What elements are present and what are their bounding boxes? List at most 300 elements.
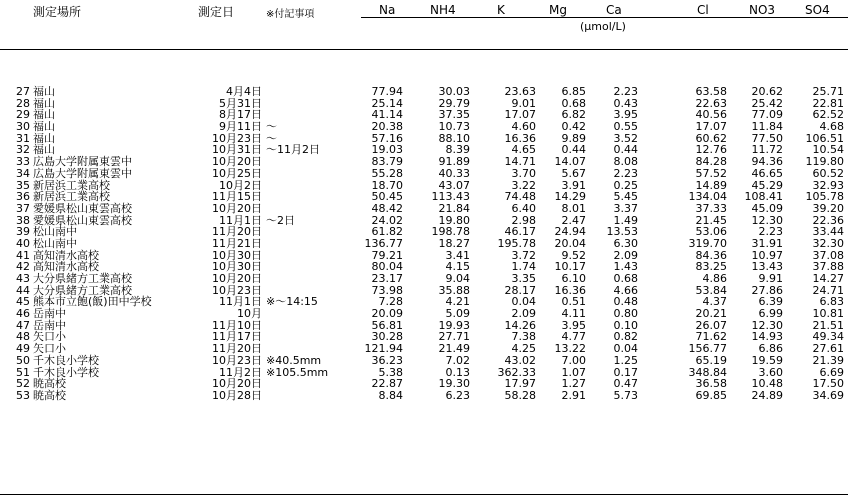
- cell-so4: 105.78: [805, 190, 844, 204]
- cell-cl: 84.36: [695, 248, 727, 262]
- cell-na: 36.23: [371, 353, 403, 367]
- cell-no3: 77.50: [751, 131, 783, 145]
- cell-mg: 1.27: [561, 377, 586, 391]
- cell-date: 9月11日: [219, 120, 262, 134]
- cell-site: 高知清水高校: [33, 260, 99, 274]
- cell-date: 10月2日: [219, 178, 262, 192]
- cell-k: 9.01: [511, 96, 536, 110]
- header-nh4: NH4: [430, 3, 456, 17]
- cell-so4: 24.71: [812, 283, 844, 297]
- cell-ca: 0.68: [613, 272, 638, 285]
- cell-no: 39: [16, 225, 30, 239]
- cell-site: 暁高校: [33, 388, 66, 402]
- cell-ca: 0.25: [613, 178, 638, 192]
- cell-so4: 10.54: [812, 143, 844, 157]
- cell-no3: 6.99: [758, 307, 783, 321]
- cell-date: 10月30日: [212, 260, 262, 274]
- cell-site: 矢口小: [33, 330, 66, 344]
- cell-na: 136.77: [364, 236, 403, 250]
- cell-na: 73.98: [371, 283, 403, 297]
- cell-no3: 94.36: [751, 155, 783, 169]
- cell-ca: 5.73: [613, 388, 638, 402]
- cell-note: ※105.5mm: [266, 365, 329, 379]
- cell-ca: 0.80: [613, 307, 638, 321]
- cell-nh4: 4.15: [445, 260, 470, 274]
- cell-nh4: 27.71: [438, 330, 470, 344]
- cell-cl: 22.63: [695, 96, 727, 110]
- cell-date: 11月17日: [212, 330, 262, 344]
- cell-no: 31: [16, 131, 30, 145]
- cell-no3: 25.42: [751, 96, 783, 110]
- cell-site: 福山: [33, 96, 55, 110]
- cell-no3: 45.29: [751, 178, 783, 192]
- cell-mg: 0.51: [561, 295, 586, 309]
- cell-na: 79.21: [371, 248, 403, 262]
- cell-site: 矢口小: [33, 342, 66, 356]
- cell-na: 55.28: [371, 166, 403, 180]
- cell-cl: 60.62: [695, 131, 727, 145]
- cell-na: 24.02: [371, 213, 403, 227]
- cell-no3: 9.91: [758, 272, 783, 285]
- cell-no: 44: [16, 283, 30, 297]
- cell-na: 8.84: [378, 388, 403, 402]
- header-note: ※付記事項: [266, 9, 315, 20]
- cell-no: 36: [16, 190, 30, 204]
- cell-no3: 45.09: [751, 201, 783, 215]
- cell-mg: 0.68: [561, 96, 586, 110]
- cell-mg: 16.36: [554, 283, 586, 297]
- cell-date: 11月15日: [212, 190, 262, 204]
- cell-k: 16.36: [504, 131, 536, 145]
- cell-na: 50.45: [371, 190, 403, 204]
- cell-mg: 10.17: [554, 260, 586, 274]
- cell-date: 11月1日: [219, 213, 262, 227]
- cell-no: 30: [16, 120, 30, 134]
- cell-k: 3.22: [511, 178, 536, 192]
- cell-cl: 57.52: [695, 166, 727, 180]
- cell-nh4: 198.78: [431, 225, 470, 239]
- cell-so4: 6.83: [819, 295, 844, 309]
- table-row: [0, 238, 848, 250]
- cell-date: 8月17日: [219, 108, 262, 122]
- cell-ca: 4.66: [613, 283, 638, 297]
- header-ca: Ca: [606, 3, 622, 17]
- cell-no3: 27.86: [751, 283, 783, 297]
- cell-date: 10月23日: [212, 283, 262, 297]
- cell-k: 3.70: [511, 166, 536, 180]
- cell-mg: 0.42: [561, 120, 586, 134]
- cell-no: 47: [16, 318, 30, 332]
- cell-so4: 22.81: [812, 96, 844, 110]
- cell-cl: 14.89: [695, 178, 727, 192]
- cell-na: 7.28: [378, 295, 403, 309]
- cell-na: 61.82: [371, 225, 403, 239]
- cell-cl: 12.76: [695, 143, 727, 157]
- cell-na: 48.42: [371, 201, 403, 215]
- cell-cl: 36.58: [695, 377, 727, 391]
- cell-date: 10月20日: [212, 272, 262, 285]
- cell-nh4: 3.41: [445, 248, 470, 262]
- cell-no3: 11.84: [751, 120, 783, 134]
- cell-ca: 5.45: [613, 190, 638, 204]
- cell-cl: 83.25: [695, 260, 727, 274]
- header-unit: (μmol/L): [580, 20, 626, 33]
- cell-no: 29: [16, 108, 30, 122]
- cell-no3: 24.89: [751, 388, 783, 402]
- cell-nh4: 19.80: [438, 213, 470, 227]
- cell-cl: 20.21: [695, 307, 727, 321]
- cell-mg: 14.29: [554, 190, 586, 204]
- cell-site: 熊本市立飽(飯)田中学校: [33, 295, 152, 309]
- cell-site: 千木良小学校: [33, 365, 99, 379]
- cell-na: 18.70: [371, 178, 403, 192]
- header-no3: NO3: [749, 3, 776, 17]
- cell-ca: 0.04: [613, 342, 638, 356]
- cell-k: 195.78: [497, 236, 536, 250]
- cell-site: 福山: [33, 108, 55, 122]
- cell-na: 80.04: [371, 260, 403, 274]
- cell-ca: 2.23: [613, 85, 638, 98]
- cell-nh4: 113.43: [431, 190, 470, 204]
- cell-k: 17.97: [504, 377, 536, 391]
- cell-site: 新居浜工業高校: [33, 190, 110, 204]
- cell-mg: 4.77: [561, 330, 586, 344]
- cell-k: 4.65: [511, 143, 536, 157]
- cell-k: 74.48: [504, 190, 536, 204]
- cell-ca: 1.25: [613, 353, 638, 367]
- cell-date: 11月1日: [219, 295, 262, 309]
- cell-note: 〜11月2日: [266, 143, 320, 157]
- cell-site: 千木良小学校: [33, 353, 99, 367]
- table-row: [0, 203, 848, 215]
- cell-na: 30.28: [371, 330, 403, 344]
- cell-nh4: 30.03: [438, 85, 470, 98]
- cell-cl: 156.77: [688, 342, 727, 356]
- header-na: Na: [379, 3, 396, 17]
- cell-cl: 84.28: [695, 155, 727, 169]
- cell-ca: 1.43: [613, 260, 638, 274]
- cell-date: 11月20日: [212, 225, 262, 239]
- cell-so4: 27.61: [812, 342, 844, 356]
- cell-k: 14.26: [504, 318, 536, 332]
- cell-date: 10月: [237, 307, 262, 321]
- cell-date: 10月23日: [212, 353, 262, 367]
- cell-mg: 7.00: [561, 353, 586, 367]
- header-k: K: [497, 3, 505, 17]
- cell-so4: 32.93: [812, 178, 844, 192]
- cell-ca: 0.82: [613, 330, 638, 344]
- cell-na: 77.94: [371, 85, 403, 98]
- cell-k: 58.28: [504, 388, 536, 402]
- cell-site: 暁高校: [33, 377, 66, 391]
- cell-so4: 37.88: [812, 260, 844, 274]
- cell-date: 10月23日: [212, 131, 262, 145]
- cell-no3: 6.39: [758, 295, 783, 309]
- cell-ca: 3.95: [613, 108, 638, 122]
- cell-so4: 37.08: [812, 248, 844, 262]
- table-row: [0, 86, 848, 98]
- cell-na: 23.17: [371, 272, 403, 285]
- cell-no3: 13.43: [751, 260, 783, 274]
- cell-date: 4月4日: [226, 85, 262, 98]
- cell-site: 新居浜工業高校: [33, 178, 110, 192]
- cell-mg: 14.07: [554, 155, 586, 169]
- cell-mg: 24.94: [554, 225, 586, 239]
- cell-k: 0.04: [511, 295, 536, 309]
- cell-k: 14.71: [504, 155, 536, 169]
- header-cl: Cl: [697, 3, 709, 17]
- table-row: [0, 273, 848, 285]
- cell-na: 57.16: [371, 131, 403, 145]
- cell-date: 10月20日: [212, 201, 262, 215]
- cell-k: 43.02: [504, 353, 536, 367]
- cell-na: 83.79: [371, 155, 403, 169]
- cell-so4: 17.50: [812, 377, 844, 391]
- cell-cl: 21.45: [695, 213, 727, 227]
- cell-nh4: 21.84: [438, 201, 470, 215]
- cell-so4: 34.69: [812, 388, 844, 402]
- cell-note: ※〜14:15: [266, 295, 318, 309]
- cell-ca: 13.53: [606, 225, 638, 239]
- cell-site: 大分県緒方工業高校: [33, 272, 132, 285]
- cell-site: 福山: [33, 131, 55, 145]
- cell-k: 3.72: [511, 248, 536, 262]
- cell-cl: 53.84: [695, 283, 727, 297]
- cell-site: 愛媛県松山東雲高校: [33, 213, 132, 227]
- cell-no: 35: [16, 178, 30, 192]
- cell-so4: 39.20: [812, 201, 844, 215]
- cell-ca: 0.44: [613, 143, 638, 157]
- cell-mg: 13.22: [554, 342, 586, 356]
- cell-cl: 71.62: [695, 330, 727, 344]
- header-so4: SO4: [805, 3, 830, 17]
- cell-no3: 10.97: [751, 248, 783, 262]
- cell-no: 28: [16, 96, 30, 110]
- cell-date: 10月30日: [212, 248, 262, 262]
- cell-nh4: 91.89: [438, 155, 470, 169]
- cell-site: 福山: [33, 120, 55, 134]
- cell-nh4: 19.93: [438, 318, 470, 332]
- cell-mg: 5.67: [561, 166, 586, 180]
- header-site: 測定場所: [33, 5, 82, 19]
- cell-date: 11月2日: [219, 365, 262, 379]
- cell-ca: 0.47: [613, 377, 638, 391]
- cell-nh4: 37.35: [438, 108, 470, 122]
- cell-k: 3.35: [511, 272, 536, 285]
- cell-so4: 106.51: [805, 131, 844, 145]
- cell-so4: 4.68: [819, 120, 844, 134]
- cell-mg: 2.47: [561, 213, 586, 227]
- cell-date: 10月20日: [212, 377, 262, 391]
- cell-na: 41.14: [371, 108, 403, 122]
- cell-nh4: 40.33: [438, 166, 470, 180]
- cell-date: 11月21日: [212, 236, 262, 250]
- cell-mg: 1.07: [561, 365, 586, 379]
- cell-nh4: 21.49: [438, 342, 470, 356]
- cell-nh4: 8.39: [445, 143, 470, 157]
- header-date: 測定日: [198, 5, 235, 19]
- cell-so4: 33.44: [812, 225, 844, 239]
- cell-no: 45: [16, 295, 30, 309]
- cell-no: 49: [16, 342, 30, 356]
- cell-mg: 8.01: [561, 201, 586, 215]
- cell-mg: 0.44: [561, 143, 586, 157]
- cell-date: 10月28日: [212, 388, 262, 402]
- cell-k: 2.98: [511, 213, 536, 227]
- cell-k: 23.63: [504, 85, 536, 98]
- cell-no: 40: [16, 236, 30, 250]
- cell-cl: 37.33: [695, 201, 727, 215]
- cell-mg: 6.85: [561, 85, 586, 98]
- cell-nh4: 4.21: [445, 295, 470, 309]
- header-sub-rule: [361, 17, 848, 18]
- cell-no3: 20.62: [751, 85, 783, 98]
- cell-date: 11月10日: [212, 318, 262, 332]
- cell-site: 福山: [33, 85, 55, 98]
- cell-no: 53: [16, 388, 30, 402]
- cell-nh4: 10.73: [438, 120, 470, 134]
- cell-date: 10月20日: [212, 155, 262, 169]
- cell-k: 4.25: [511, 342, 536, 356]
- cell-k: 7.38: [511, 330, 536, 344]
- cell-note: 〜: [266, 131, 277, 145]
- cell-no3: 2.23: [758, 225, 783, 239]
- cell-no: 41: [16, 248, 30, 262]
- cell-no: 34: [16, 166, 30, 180]
- cell-ca: 2.23: [613, 166, 638, 180]
- cell-note: 〜: [266, 120, 277, 134]
- cell-cl: 69.85: [695, 388, 727, 402]
- cell-na: 5.38: [378, 365, 403, 379]
- cell-so4: 10.81: [812, 307, 844, 321]
- cell-na: 20.38: [371, 120, 403, 134]
- cell-no: 52: [16, 377, 30, 391]
- cell-na: 121.94: [364, 342, 403, 356]
- cell-cl: 65.19: [695, 353, 727, 367]
- table-row: [0, 355, 848, 367]
- cell-ca: 0.10: [613, 318, 638, 332]
- cell-cl: 4.86: [702, 272, 727, 285]
- cell-no3: 19.59: [751, 353, 783, 367]
- cell-no: 33: [16, 155, 30, 169]
- cell-k: 28.17: [504, 283, 536, 297]
- cell-site: 愛媛県松山東雲高校: [33, 201, 132, 215]
- cell-nh4: 29.79: [438, 96, 470, 110]
- cell-date: 10月31日: [212, 143, 262, 157]
- cell-cl: 17.07: [695, 120, 727, 134]
- cell-na: 56.81: [371, 318, 403, 332]
- cell-no: 46: [16, 307, 30, 321]
- cell-ca: 0.55: [613, 120, 638, 134]
- cell-ca: 0.48: [613, 295, 638, 309]
- bottom-rule: [0, 494, 848, 495]
- cell-k: 46.17: [504, 225, 536, 239]
- cell-date: 11月20日: [212, 342, 262, 356]
- cell-so4: 32.30: [812, 236, 844, 250]
- cell-ca: 3.37: [613, 201, 638, 215]
- data-table-body: [0, 86, 848, 402]
- cell-mg: 20.04: [554, 236, 586, 250]
- cell-cl: 53.06: [695, 225, 727, 239]
- cell-site: 福山: [33, 143, 55, 157]
- cell-so4: 119.80: [805, 155, 844, 169]
- table-row: [0, 121, 848, 133]
- cell-so4: 62.52: [812, 108, 844, 122]
- cell-note: 〜2日: [266, 213, 295, 227]
- cell-ca: 6.30: [613, 236, 638, 250]
- cell-mg: 9.89: [561, 131, 586, 145]
- cell-mg: 2.91: [561, 388, 586, 402]
- cell-nh4: 19.30: [438, 377, 470, 391]
- cell-mg: 4.11: [561, 307, 586, 321]
- cell-site: 松山南中: [33, 225, 77, 239]
- cell-k: 4.60: [511, 120, 536, 134]
- cell-so4: 6.69: [819, 365, 844, 379]
- cell-no3: 14.93: [751, 330, 783, 344]
- cell-no3: 12.30: [751, 213, 783, 227]
- cell-k: 1.74: [511, 260, 536, 274]
- table-row: [0, 168, 848, 180]
- cell-cl: 4.37: [702, 295, 727, 309]
- cell-site: 広島大学附属東雲中: [33, 166, 132, 180]
- cell-no3: 6.86: [758, 342, 783, 356]
- cell-no3: 77.09: [751, 108, 783, 122]
- table-row: [0, 390, 848, 402]
- cell-so4: 21.39: [812, 353, 844, 367]
- table-row: [0, 308, 848, 320]
- cell-no3: 10.48: [751, 377, 783, 391]
- cell-cl: 134.04: [688, 190, 727, 204]
- cell-na: 22.87: [371, 377, 403, 391]
- cell-nh4: 35.88: [438, 283, 470, 297]
- cell-date: 10月25日: [212, 166, 262, 180]
- cell-no3: 31.91: [751, 236, 783, 250]
- cell-k: 6.40: [511, 201, 536, 215]
- cell-no3: 12.30: [751, 318, 783, 332]
- cell-cl: 348.84: [688, 365, 727, 379]
- cell-mg: 3.91: [561, 178, 586, 192]
- cell-mg: 6.82: [561, 108, 586, 122]
- cell-note: ※40.5mm: [266, 353, 322, 367]
- cell-na: 20.09: [371, 307, 403, 321]
- cell-ca: 3.52: [613, 131, 638, 145]
- cell-site: 広島大学附属東雲中: [33, 155, 132, 169]
- cell-no: 42: [16, 260, 30, 274]
- cell-ca: 1.49: [613, 213, 638, 227]
- cell-no: 38: [16, 213, 30, 227]
- cell-ca: 0.43: [613, 96, 638, 110]
- cell-so4: 60.52: [812, 166, 844, 180]
- cell-k: 362.33: [497, 365, 536, 379]
- cell-k: 2.09: [511, 307, 536, 321]
- cell-no: 43: [16, 272, 30, 285]
- cell-no3: 108.41: [744, 190, 783, 204]
- cell-so4: 49.34: [812, 330, 844, 344]
- cell-nh4: 0.13: [445, 365, 470, 379]
- cell-nh4: 18.27: [438, 236, 470, 250]
- cell-nh4: 5.09: [445, 307, 470, 321]
- cell-no: 50: [16, 353, 30, 367]
- cell-so4: 25.71: [812, 85, 844, 98]
- cell-so4: 21.51: [812, 318, 844, 332]
- cell-nh4: 43.07: [438, 178, 470, 192]
- cell-no: 32: [16, 143, 30, 157]
- cell-no: 48: [16, 330, 30, 344]
- cell-no: 27: [16, 85, 30, 98]
- cell-na: 25.14: [371, 96, 403, 110]
- cell-ca: 8.08: [613, 155, 638, 169]
- cell-cl: 26.07: [695, 318, 727, 332]
